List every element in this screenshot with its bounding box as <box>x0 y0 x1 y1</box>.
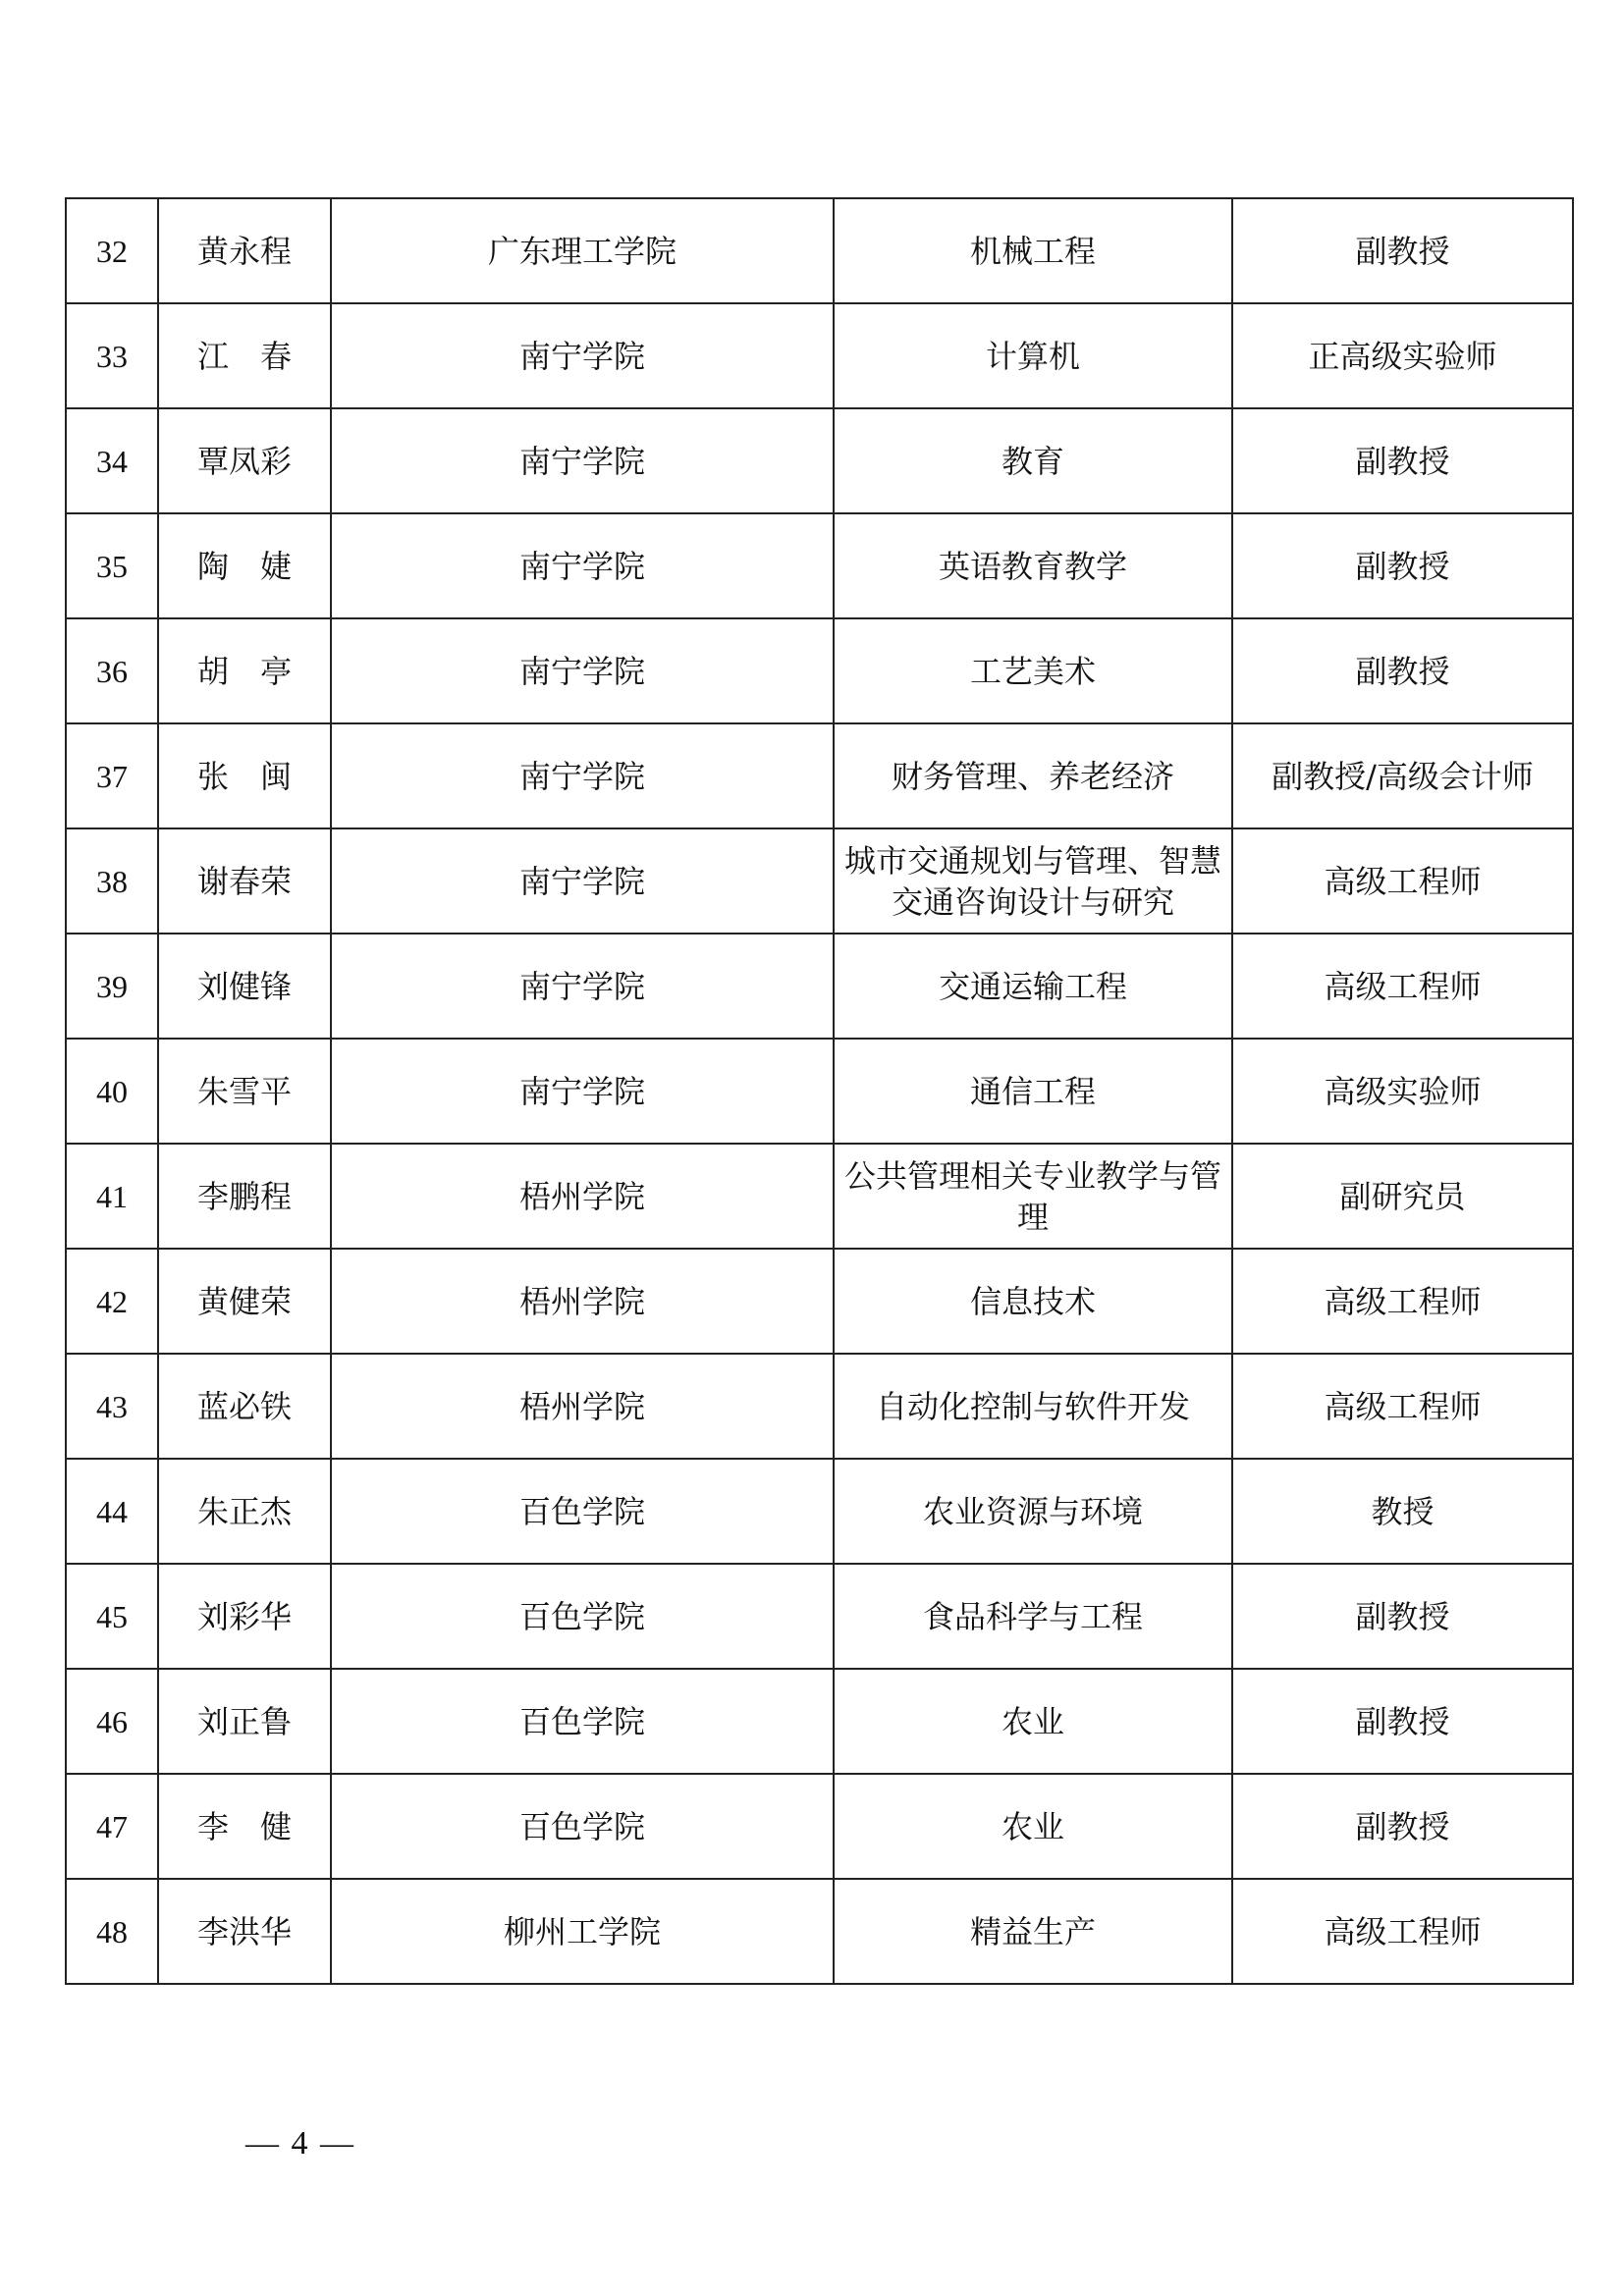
field-cell: 农业资源与环境 <box>834 1459 1232 1564</box>
unit-cell: 梧州学院 <box>331 1144 834 1249</box>
table-row <box>66 1459 1573 1564</box>
title-cell: 副教授 <box>1232 408 1573 513</box>
unit-cell: 百色学院 <box>331 1459 834 1564</box>
table-row <box>66 1879 1573 1984</box>
title-cell: 副教授 <box>1232 1564 1573 1669</box>
unit-cell: 百色学院 <box>331 1564 834 1669</box>
expert-list-table <box>65 197 1574 1985</box>
name-cell: 胡 亭 <box>158 618 331 723</box>
row-number-cell: 34 <box>66 408 158 513</box>
row-number-cell: 45 <box>66 1564 158 1669</box>
table-row <box>66 618 1573 723</box>
row-number-cell: 36 <box>66 618 158 723</box>
title-cell: 副教授 <box>1232 618 1573 723</box>
field-cell: 通信工程 <box>834 1039 1232 1144</box>
table-row <box>66 1354 1573 1459</box>
row-number-cell: 39 <box>66 934 158 1039</box>
name-cell: 蓝必铁 <box>158 1354 331 1459</box>
name-cell: 黄永程 <box>158 198 331 303</box>
name-cell: 黄健荣 <box>158 1249 331 1354</box>
title-cell: 副教授 <box>1232 1669 1573 1774</box>
row-number-cell: 44 <box>66 1459 158 1564</box>
title-cell: 正高级实验师 <box>1232 303 1573 408</box>
name-cell: 陶 婕 <box>158 513 331 618</box>
table-row <box>66 303 1573 408</box>
name-cell: 李 健 <box>158 1774 331 1879</box>
title-cell: 高级工程师 <box>1232 1879 1573 1984</box>
field-cell: 工艺美术 <box>834 618 1232 723</box>
unit-cell: 南宁学院 <box>331 723 834 828</box>
title-cell: 高级工程师 <box>1232 934 1573 1039</box>
field-cell: 财务管理、养老经济 <box>834 723 1232 828</box>
field-cell: 城市交通规划与管理、智慧交通咨询设计与研究 <box>834 828 1232 934</box>
field-cell: 交通运输工程 <box>834 934 1232 1039</box>
table-row <box>66 1669 1573 1774</box>
unit-cell: 柳州工学院 <box>331 1879 834 1984</box>
field-cell: 农业 <box>834 1774 1232 1879</box>
unit-cell: 百色学院 <box>331 1669 834 1774</box>
unit-cell: 梧州学院 <box>331 1249 834 1354</box>
title-cell: 高级实验师 <box>1232 1039 1573 1144</box>
title-cell: 副教授 <box>1232 198 1573 303</box>
title-cell: 高级工程师 <box>1232 828 1573 934</box>
field-cell: 计算机 <box>834 303 1232 408</box>
unit-cell: 南宁学院 <box>331 513 834 618</box>
row-number-cell: 46 <box>66 1669 158 1774</box>
field-cell: 信息技术 <box>834 1249 1232 1354</box>
name-cell: 江 春 <box>158 303 331 408</box>
title-cell: 高级工程师 <box>1232 1354 1573 1459</box>
field-cell: 农业 <box>834 1669 1232 1774</box>
table-row <box>66 408 1573 513</box>
unit-cell: 百色学院 <box>331 1774 834 1879</box>
row-number-cell: 37 <box>66 723 158 828</box>
row-number-cell: 35 <box>66 513 158 618</box>
unit-cell: 南宁学院 <box>331 303 834 408</box>
table-row <box>66 1144 1573 1249</box>
row-number-cell: 33 <box>66 303 158 408</box>
row-number-cell: 40 <box>66 1039 158 1144</box>
row-number-cell: 47 <box>66 1774 158 1879</box>
field-cell: 公共管理相关专业教学与管理 <box>834 1144 1232 1249</box>
field-cell: 机械工程 <box>834 198 1232 303</box>
title-cell: 副研究员 <box>1232 1144 1573 1249</box>
row-number-cell: 32 <box>66 198 158 303</box>
table-row <box>66 1249 1573 1354</box>
table-row <box>66 934 1573 1039</box>
table-row <box>66 723 1573 828</box>
name-cell: 覃凤彩 <box>158 408 331 513</box>
table-row <box>66 1774 1573 1879</box>
title-cell: 高级工程师 <box>1232 1249 1573 1354</box>
field-cell: 英语教育教学 <box>834 513 1232 618</box>
row-number-cell: 43 <box>66 1354 158 1459</box>
name-cell: 朱雪平 <box>158 1039 331 1144</box>
table-row <box>66 828 1573 934</box>
field-cell: 教育 <box>834 408 1232 513</box>
name-cell: 李鹏程 <box>158 1144 331 1249</box>
unit-cell: 南宁学院 <box>331 828 834 934</box>
title-cell: 副教授 <box>1232 513 1573 618</box>
field-cell: 自动化控制与软件开发 <box>834 1354 1232 1459</box>
unit-cell: 南宁学院 <box>331 618 834 723</box>
row-number-cell: 41 <box>66 1144 158 1249</box>
name-cell: 刘健锋 <box>158 934 331 1039</box>
table-row <box>66 1564 1573 1669</box>
title-cell: 教授 <box>1232 1459 1573 1564</box>
unit-cell: 南宁学院 <box>331 1039 834 1144</box>
title-cell: 副教授/高级会计师 <box>1232 723 1573 828</box>
title-cell: 副教授 <box>1232 1774 1573 1879</box>
table-body <box>66 198 1573 1984</box>
name-cell: 李洪华 <box>158 1879 331 1984</box>
field-cell: 精益生产 <box>834 1879 1232 1984</box>
table-row <box>66 513 1573 618</box>
unit-cell: 南宁学院 <box>331 408 834 513</box>
unit-cell: 广东理工学院 <box>331 198 834 303</box>
name-cell: 朱正杰 <box>158 1459 331 1564</box>
row-number-cell: 42 <box>66 1249 158 1354</box>
unit-cell: 梧州学院 <box>331 1354 834 1459</box>
field-cell: 食品科学与工程 <box>834 1564 1232 1669</box>
name-cell: 谢春荣 <box>158 828 331 934</box>
row-number-cell: 38 <box>66 828 158 934</box>
table-row <box>66 1039 1573 1144</box>
row-number-cell: 48 <box>66 1879 158 1984</box>
unit-cell: 南宁学院 <box>331 934 834 1039</box>
name-cell: 刘彩华 <box>158 1564 331 1669</box>
name-cell: 张 闽 <box>158 723 331 828</box>
name-cell: 刘正鲁 <box>158 1669 331 1774</box>
page-number: — 4 — <box>245 2125 355 2162</box>
table-row <box>66 198 1573 303</box>
